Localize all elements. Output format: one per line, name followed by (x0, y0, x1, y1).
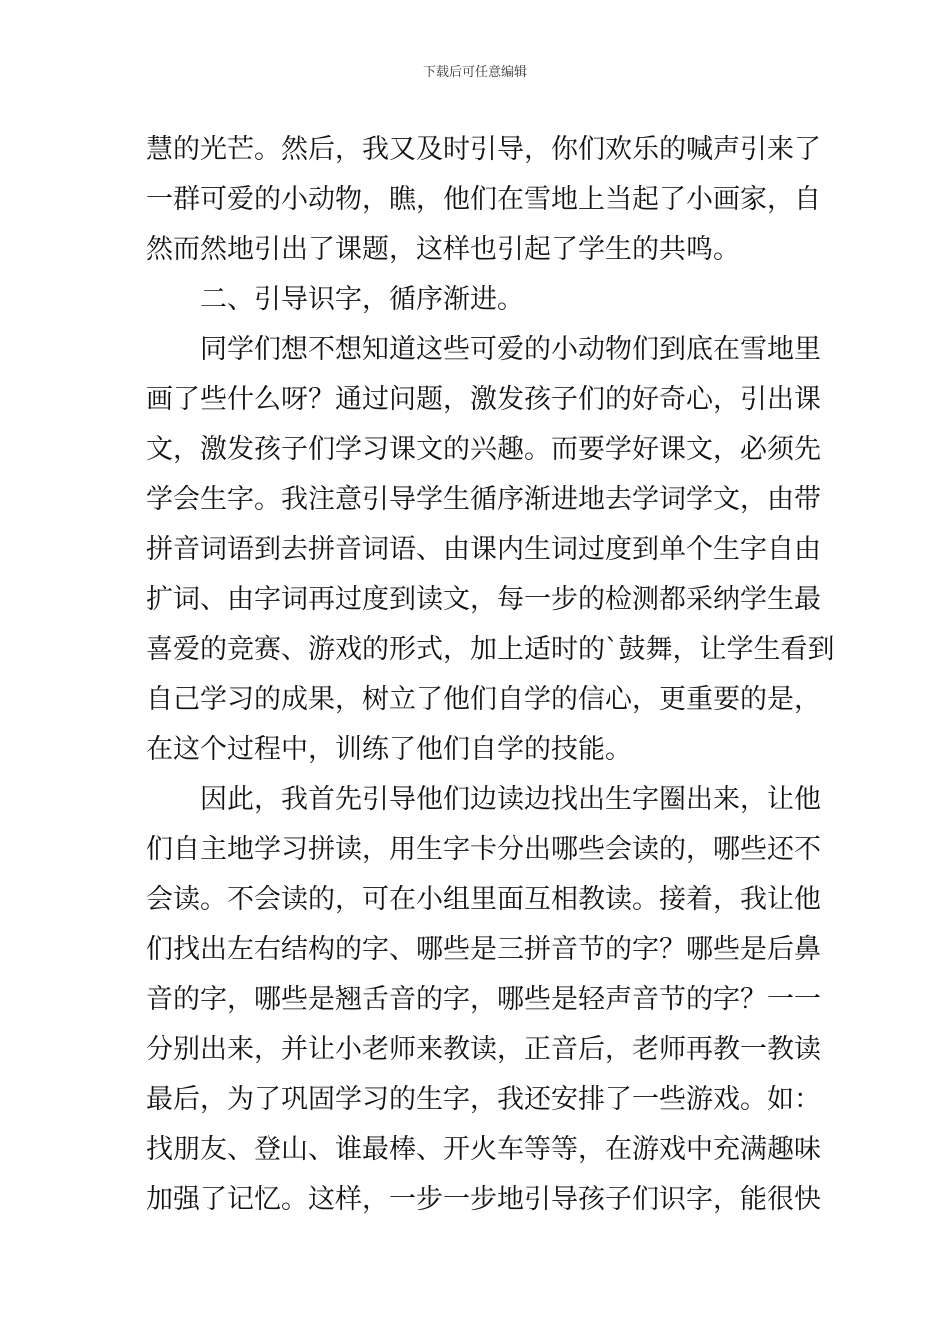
text-line: 文，激发孩子们学习课文的兴趣。而要学好课文，必须先 (146, 434, 821, 465)
text-line: 拼音词语到去拼音词语、由课内生词过度到单个生字自由 (146, 534, 821, 565)
text-line: 喜爱的竞赛、游戏的形式，加上适时的`鼓舞，让学生看到 (146, 634, 835, 665)
text-line: 一群可爱的小动物，瞧，他们在雪地上当起了小画家，自 (146, 184, 821, 215)
text-line: 们找出左右结构的字、哪些是三拼音节的字？哪些是后鼻 (146, 934, 821, 965)
text-line: 加强了记忆。这样，一步一步地引导孩子们识字，能很快 (146, 1184, 821, 1215)
text-line: 扩词、由字词再过度到读文，每一步的检测都采纳学生最 (146, 584, 821, 615)
text-line: 画了些什么呀？通过问题，激发孩子们的好奇心，引出课 (146, 384, 821, 415)
text-line: 找朋友、登山、谁最棒、开火车等等，在游戏中充满趣味 (146, 1134, 821, 1165)
paragraph-start-line: 同学们想不想知道这些可爱的小动物们到底在雪地里 (200, 334, 821, 365)
section-heading: 二、引导识字，循序渐进。 (200, 284, 524, 315)
text-line: 慧的光芒。然后，我又及时引导，你们欢乐的喊声引来了 (146, 134, 821, 165)
text-line: 自己学习的成果，树立了他们自学的信心，更重要的是， (146, 684, 821, 715)
text-line: 学会生字。我注意引导学生循序渐进地去学词学文，由带 (146, 484, 821, 515)
text-line: 分别出来，并让小老师来教读，正音后，老师再教一教读 (146, 1034, 821, 1065)
text-line: 们自主地学习拼读，用生字卡分出哪些会读的，哪些还不 (146, 834, 821, 865)
text-line: 然而然地引出了课题，这样也引起了学生的共鸣。 (146, 234, 740, 265)
text-line: 最后，为了巩固学习的生字，我还安排了一些游戏。如： (146, 1084, 821, 1115)
text-line: 音的字，哪些是翘舌音的字，哪些是轻声音节的字？一一 (146, 984, 821, 1015)
text-line: 在这个过程中，训练了他们自学的技能。 (146, 734, 632, 765)
document-body (146, 125, 835, 1225)
paragraph-start-line: 因此，我首先引导他们边读边找出生字圈出来，让他 (200, 784, 821, 815)
page-header: 下载后可任意编辑 (422, 65, 527, 80)
text-line: 会读。不会读的，可在小组里面互相教读。接着，我让他 (146, 884, 821, 915)
